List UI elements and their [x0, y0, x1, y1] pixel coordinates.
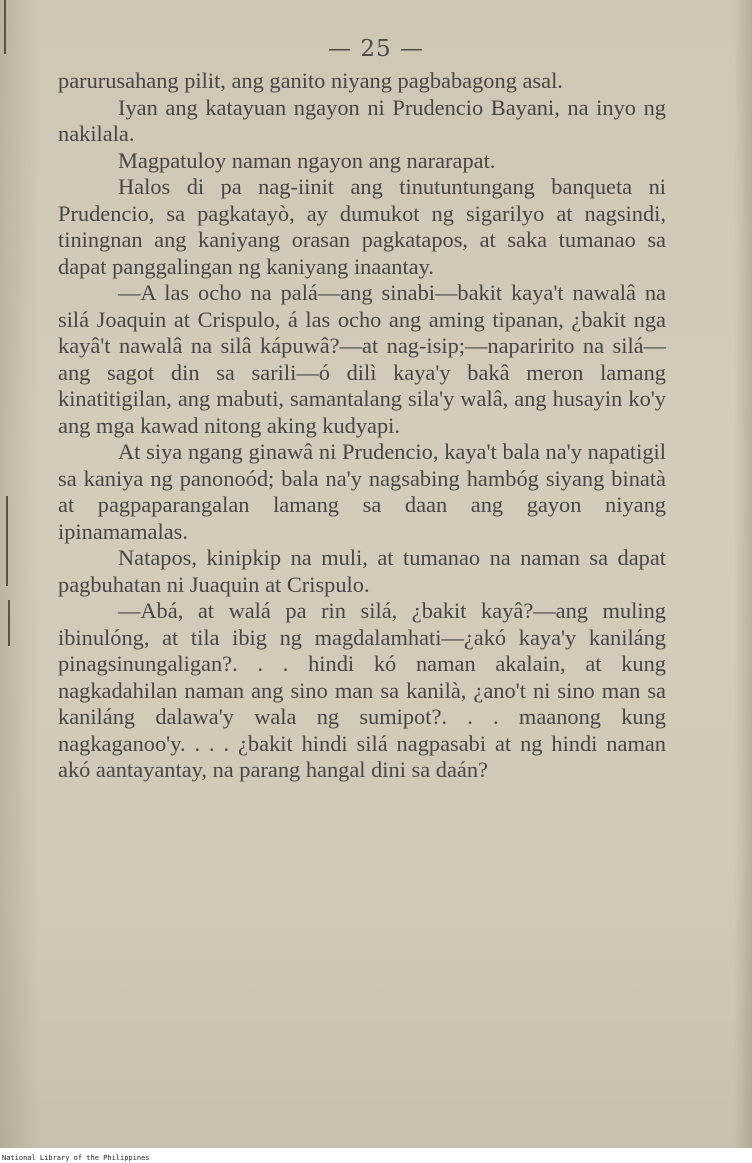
page-number: — 25 — — [328, 36, 424, 62]
paragraph: —Abá, at walá pa rin silá, ¿bakit kayâ?—ang muling ibinulóng, at tila ibig ng magdalamhati—¿akó kaya'y kaniláng pinagsinungaligan?. . . hindi kó naman akalain, at kung nagkadahilan naman ang sino man sa kanilà, ¿ano't ni sino man sa kaniláng dalawa'y wala ng sumipot?. . . maanong kung nagkaganoo'y. . . . ¿bakit hindi silá nagpasabi at ng hindi naman akó aantayantay, na parang hangal dini sa daán? — [58, 598, 666, 782]
paragraph: Magpatuloy naman ngayon ang nararapat. — [118, 147, 496, 173]
paragraph: Natapos, kinipkip na muli, at tumanao na naman sa dapat pagbuhatan ni Juaquin at Crispulo. — [58, 545, 666, 597]
paragraph: Iyan ang katayuan ngayon ni Prudencio Bayani, na inyo ng nakilala. — [58, 94, 666, 146]
body-text — [58, 68, 666, 784]
footer-credit: National Library of the Philippines — [2, 1154, 150, 1162]
paragraph: At siya ngang ginawâ ni Prudencio, kaya't bala na'y napatigil sa kaniya ng panonoód; bala na'y nagsabing hambóg siyang binatà at pagpaparangalan lamang sa daan ang gayon niyang ipinamamalas. — [58, 439, 666, 544]
margin-mark — [8, 600, 10, 646]
margin-mark — [6, 496, 8, 586]
paragraph: —A las ocho na palá—ang sinabi—bakit kaya't nawalâ na silá Joaquin at Crispulo, á las ocho ang aming tipanan, ¿bakit nga kayâ't nawalâ na silâ kápuwâ?—at nag-isip;—naparirito na silá—ang sagot din sa sarili—ó dilì kaya'y bakâ meron lamang kinatitigilan, ang mabuti, samantalang sila'y walâ, ang husayin ko'y ang mga kawad nitong aking kudyapi. — [58, 280, 666, 438]
paragraph: parurusahang pilit, ang ganito niyang pagbabagong asal. — [58, 68, 563, 93]
paragraph: Halos di pa nag-iinit ang tinutuntungang banqueta ni Prudencio, sa pagkatayò, ay dumukot ng sigarilyo at nagsindi, tiningnan ang kaniyang orasan pagkatapos, at saka tumanao sa dapat panggalingan ng kaniyang inaantay. — [58, 174, 666, 279]
